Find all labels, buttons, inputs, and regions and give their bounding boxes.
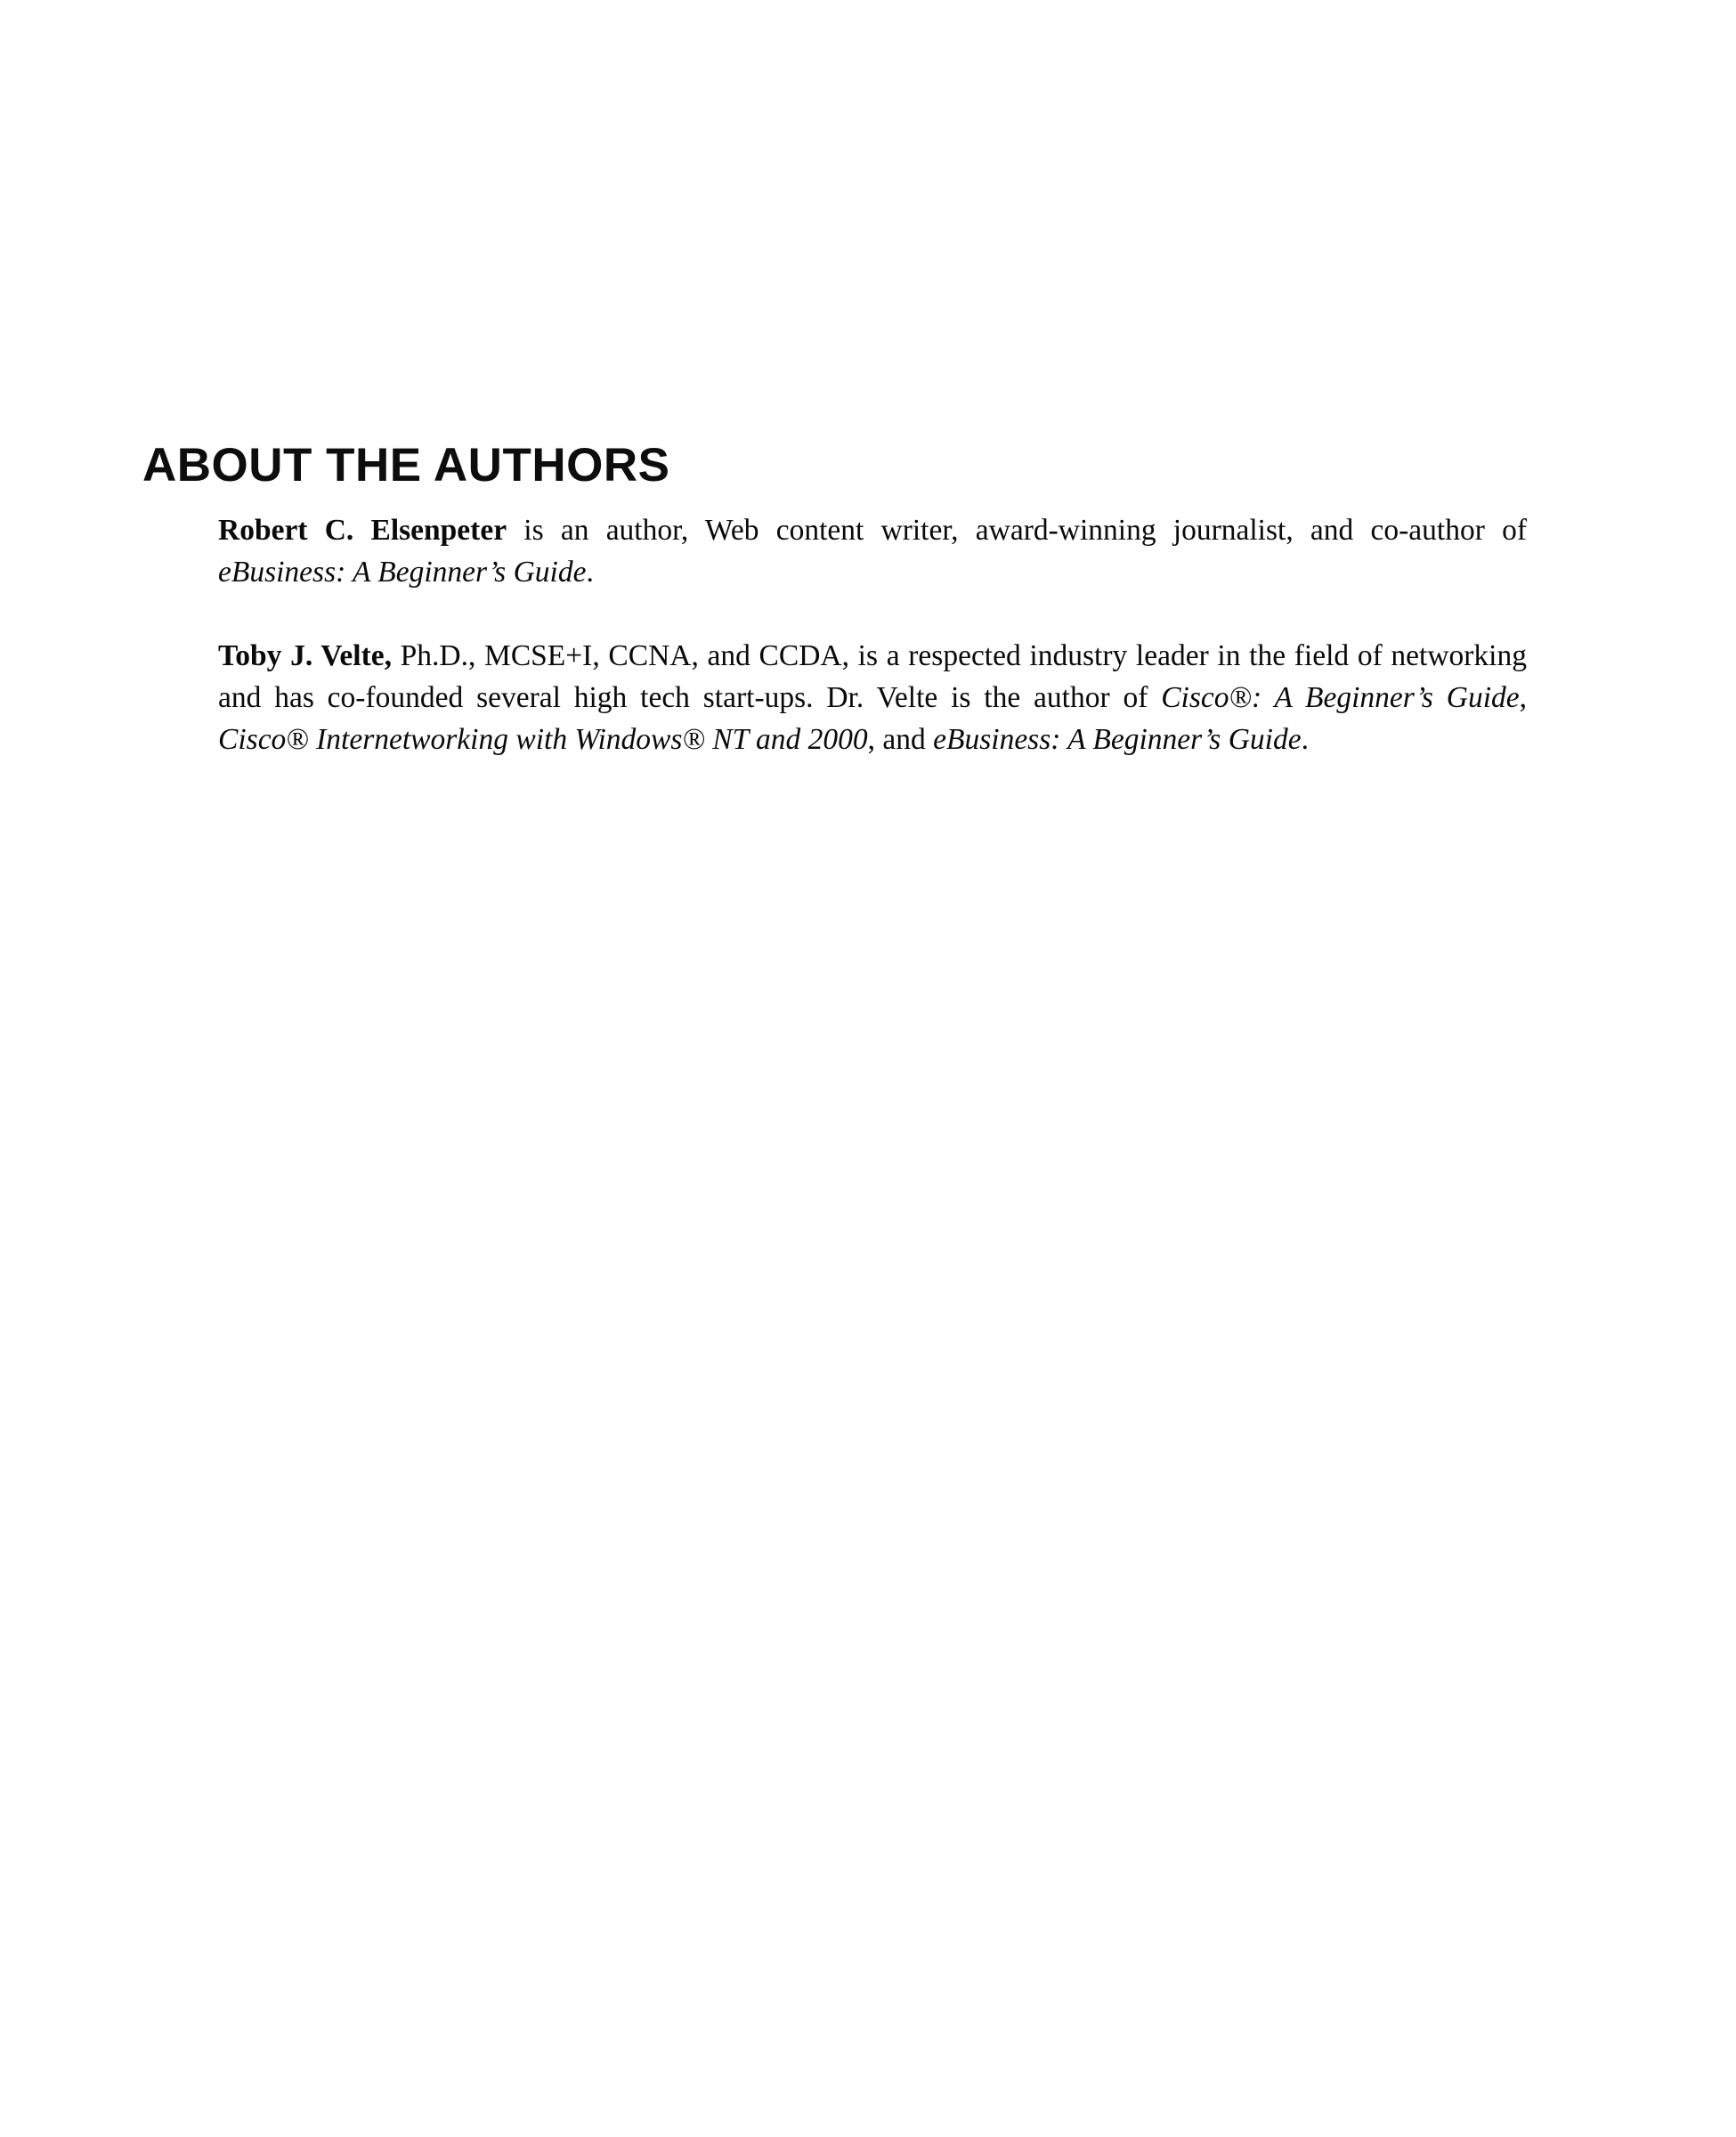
author-name-toby-velte: Toby J. Velte, [218, 639, 392, 673]
author-bio-text-part-2: . [586, 555, 594, 589]
book-title-cisco-beginners-guide: Cisco®: A Beginner’s Guide [1161, 681, 1520, 715]
author-bio-text-part-2: , [1519, 681, 1528, 715]
author-bio-text-part-1: Ph.D., MCSE+I, CCNA, and CCDA, is a respected industry leader in the field of networking and has co-founded several high tech start-ups. Dr. Velte is the author of [218, 639, 1527, 715]
author-bio-text-part-3: , and [867, 723, 934, 757]
book-title-cisco-internetworking: Cisco® Internetworking with Windows® NT and 2000 [218, 723, 868, 757]
author-name-robert-elsenpeter: Robert C. Elsenpeter [218, 513, 507, 547]
author-bio-text-part-4: . [1301, 723, 1309, 757]
book-title-ebusiness-beginners-guide: eBusiness: A Beginner’s Guide [933, 723, 1302, 757]
author-bios [218, 510, 1527, 761]
author-bio-toby-velte [218, 636, 1527, 761]
about-the-authors-section [142, 441, 1531, 761]
book-title-ebusiness-beginners-guide: eBusiness: A Beginner’s Guide [218, 555, 587, 589]
author-bio-robert-elsenpeter [218, 510, 1527, 594]
page-title: ABOUT THE AUTHORS [142, 439, 670, 492]
author-bio-text-part-1: is an author, Web content writer, award-winning journalist, and co-author of [507, 513, 1527, 547]
